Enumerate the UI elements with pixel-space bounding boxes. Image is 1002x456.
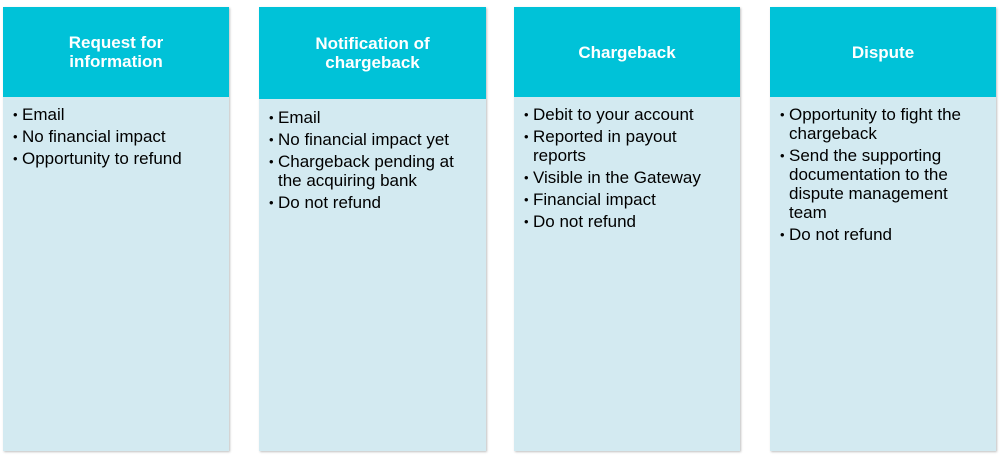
stage-header <box>3 7 229 97</box>
list-item: • Debit to your account <box>524 105 732 124</box>
stage-item-list <box>3 97 229 168</box>
list-item: • Opportunity to refund <box>13 149 221 168</box>
stage-header <box>259 7 486 99</box>
list-item: • Opportunity to fight the chargeback <box>780 105 988 143</box>
stage-title: Dispute <box>851 42 915 62</box>
list-item: • Do not refund <box>524 212 732 231</box>
list-item: • No financial impact <box>13 127 221 146</box>
stage-notification-of-chargeback <box>259 7 486 451</box>
list-item: • Send the supporting documentation to the dispute management team <box>780 146 988 222</box>
stage-title: Chargeback <box>578 42 676 62</box>
list-item: • No financial impact yet <box>269 130 478 149</box>
list-item: • Reported in payout reports <box>524 127 732 165</box>
list-item: • Visible in the Gateway <box>524 168 732 187</box>
stage-chargeback <box>514 7 740 451</box>
list-item: • Email <box>269 108 478 127</box>
stage-dispute <box>770 7 996 451</box>
stage-item-list <box>770 97 996 244</box>
stage-item-list <box>259 99 486 212</box>
list-item: • Financial impact <box>524 190 732 209</box>
list-item: • Do not refund <box>269 193 478 212</box>
stage-header <box>770 7 996 97</box>
list-item: • Chargeback pending at the acquiring bank <box>269 152 478 190</box>
list-item: • Do not refund <box>780 225 988 244</box>
stage-title: Notification of chargeback <box>315 34 430 72</box>
list-item: • Email <box>13 105 221 124</box>
stage-header <box>514 7 740 97</box>
stage-item-list <box>514 97 740 231</box>
stage-request-for-information <box>3 7 229 451</box>
stage-title: Request for information <box>68 33 164 71</box>
